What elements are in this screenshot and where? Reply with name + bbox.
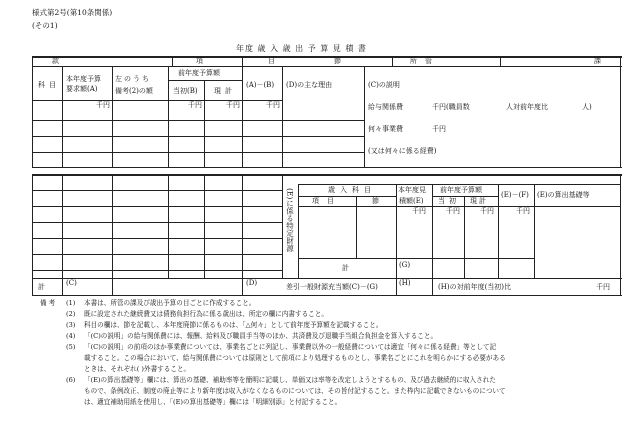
zennen-header: 前年度予算額 [178, 69, 220, 77]
biko-label: 備考 [40, 299, 58, 307]
rule [204, 80, 205, 168]
header-moku: 目 [268, 57, 275, 65]
e-basis-label: (E)の算出基礎等 [537, 191, 590, 199]
note-text: 載すること。この場合において、給与関係費については原則として前項により処理するものとし、事業名ごとにこれを明らかにする必要がある [84, 354, 506, 362]
note-text: 科目の欄は、節を記載し、本年度廃節に係るものは、「△何々」として前年度予算額を記載すること。 [84, 321, 383, 329]
rule [112, 174, 113, 295]
unit-yosan: 千円 [96, 101, 110, 109]
rule [298, 184, 299, 278]
c-explain-label: (C)の説明 [368, 81, 400, 89]
note-text: ときは、それぞれ( )外書すること。 [84, 365, 191, 373]
note-text: 「(C)の説明」の前項のほか事業費については、事業名ごとに列記し、事業費以外の一般経費については適宜「何々に係る経費」等として記 [84, 343, 497, 351]
kei-label: 計 [342, 264, 349, 272]
rule [32, 167, 622, 168]
rule [298, 258, 534, 259]
rule [32, 120, 364, 121]
rule [32, 238, 282, 239]
d-bottom-label: (D) [246, 279, 258, 287]
rule [32, 66, 622, 67]
rule [534, 184, 535, 278]
rule [32, 222, 282, 223]
header-ka: 課 [594, 57, 601, 65]
h-unit: 千円 [596, 283, 610, 291]
rule [32, 136, 364, 137]
note-num: (1) [66, 299, 76, 307]
kyuyo-unit: 人) [582, 103, 592, 111]
a-minus-b-label: (A)－(B) [246, 81, 275, 89]
sahiki-label: 差引一般財源充当額(C)－(G) [286, 283, 378, 291]
mata-label: (又は何々に係る経費) [368, 147, 437, 155]
header-shokan: 所管 [410, 57, 440, 65]
nanika-label: 何々事業費 [368, 125, 403, 133]
note-num: (6) [66, 376, 76, 384]
rule [364, 66, 365, 168]
lower-zennen-header: 前年度予算額 [440, 186, 482, 194]
rule [242, 174, 243, 295]
kou-label: 項目 [312, 197, 342, 205]
rule [32, 152, 364, 153]
rule [32, 295, 622, 296]
h-label: (H) [399, 279, 411, 287]
rule [32, 270, 282, 271]
uchiwake-label-1: 左のうち [115, 75, 151, 83]
note-num: (3) [66, 321, 76, 329]
rule [32, 190, 282, 191]
nanika-amount: 千円 [432, 125, 446, 133]
unit-tousho: 千円 [188, 101, 202, 109]
rule [168, 80, 242, 81]
kyuyo-amount: 千円(職員数 [432, 103, 470, 111]
g-label: (G) [399, 261, 411, 269]
kei-bottom-label: 計 [38, 283, 45, 291]
rule [242, 56, 243, 66]
unit-l-tousho: 千円 [446, 207, 460, 215]
unit-genkei: 千円 [226, 101, 240, 109]
form-number: 様式第2号(第10条関係) [32, 8, 113, 17]
header-setsu: 節 [334, 57, 341, 65]
header-kan: 款 [52, 57, 59, 65]
note-text: 「(E)の算出基礎等」欄には、算出の基礎、補助率等を簡明に記載し、単価又は率等を改定しようとするもの、及び過去継続的に収入された [84, 376, 496, 384]
unit-mitsumori: 千円 [412, 207, 426, 215]
kyuyo-label: 給与関係費 [368, 103, 403, 111]
setsu-label: 節 [372, 197, 379, 205]
unit-l-genkei: 千円 [480, 207, 494, 215]
kamoku-label: 科目 [38, 81, 60, 89]
note-text: は、適宜補助用紙を使用し、「(E)の算出基礎等」欄には「明細別添」と付記すること。 [84, 398, 342, 406]
rule [62, 174, 63, 295]
rule [32, 100, 282, 101]
rule [32, 254, 282, 255]
note-num: (5) [66, 343, 76, 351]
rule [282, 174, 283, 278]
note-num: (2) [66, 310, 76, 318]
mitsumori-label-1: 本年度見 [398, 186, 426, 194]
h-ratio-label: (H)の対前年度(当初)比 [438, 283, 512, 291]
rule [32, 278, 622, 279]
note-text: 「(C)の説明」の給与関係費には、報酬、給料及び職員手当等のほか、共済費及び退職手当組合負担金を算入すること。 [84, 332, 438, 340]
kyuyo-people: 人対前年度比 [506, 103, 548, 111]
rule [498, 184, 499, 278]
unit-ef: 千円 [516, 207, 530, 215]
note-text: 本書は、所管の課及び歳出予算の目ごとに作成すること。 [84, 299, 256, 307]
uchiwake-label-2: 備考(2)の額 [115, 87, 153, 95]
rule [500, 56, 501, 66]
lower-genkei-label: 現計 [470, 197, 488, 205]
note-num: (4) [66, 332, 76, 340]
form-part: (その1) [32, 21, 58, 30]
form-title: 年度 歳 入 歳 出 予 算 見 積 書 [236, 44, 367, 53]
rule [32, 174, 622, 176]
note-text: もので、条例改正、制度の廃止等により新年度は収入がなくなるものについては、その旨付記すること。また枠内に記載できないものについて [84, 387, 506, 395]
rule [32, 206, 282, 207]
header-kou: 項 [196, 57, 203, 65]
rule [464, 196, 465, 278]
rule [392, 56, 393, 66]
sainyu-kamoku-label: 歳入科目 [328, 186, 376, 194]
note-text: 既に設定された継続費又は債務負担行為に係る歳出は、所定の欄に内書すること。 [84, 310, 328, 318]
e-tokutei-label: (E)に係る特定財源 [285, 188, 295, 252]
lower-tousho-label: 当初 [438, 197, 460, 205]
rule [620, 56, 621, 168]
e-minus-f-label: (E)－(F) [501, 191, 529, 199]
genkei-label: 現計 [214, 87, 236, 95]
rule [298, 184, 620, 185]
rule [32, 56, 622, 58]
mitsumori-label-2: 積額(E) [399, 197, 424, 205]
yosan-label-2: 要求額(A) [66, 85, 98, 93]
rule [172, 56, 173, 66]
unit-ab: 千円 [266, 101, 280, 109]
c-bottom-label: (C) [66, 279, 77, 287]
d-reason-label: (D)の主な理由 [286, 81, 333, 89]
tousho-b-label: 当初(B) [173, 87, 198, 95]
yosan-label-1: 本年度予算 [66, 75, 101, 83]
